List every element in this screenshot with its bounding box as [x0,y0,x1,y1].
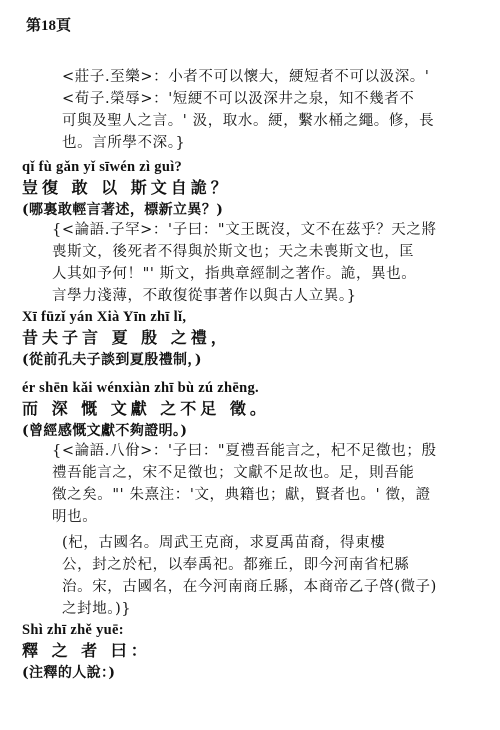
translation-line: (哪裏敢輕言著述，標新立異？) [22,202,224,218]
commentary-1 [52,219,437,307]
commentary-line: (杞，古國名。周武王克商，求夏禹苗裔，得東樓 [62,535,386,551]
commentary-line: {<論語.八佾>：'子曰："夏禮吾能言之，杞不足徵也；殷 [52,443,437,459]
commentary-line: {<論語.子罕>：'子曰："文王既沒，文不在茲乎？天之將 [52,222,437,238]
verse-section-3 [22,378,270,442]
commentary-line: 言學力淺薄，不敢復從事著作以與古人立異。} [52,288,357,304]
translation-line: (從前孔夫子談到夏殷禮制，) [22,352,202,368]
commentary-line: 公，封之於杞，以奉禹祀。都雍丘，即今河南省杞縣 [62,557,410,573]
commentary-3-subnote [62,532,437,620]
commentary-line: 可與及聖人之言。' 汲，取水。綆，繫水桶之繩。修，長 [62,113,435,129]
commentary-3 [52,440,437,528]
commentary-line: <荀子.榮辱>：'短綆不可以汲深井之泉，知不幾者不 [62,91,415,107]
chinese-line: 昔夫子言 夏 殷 之禮， [22,328,231,347]
commentary-line: 人其如予何！"' 斯文，指典章經制之著作。詭，異也。 [52,266,417,282]
chinese-line: 釋 之 者 曰： [22,641,151,660]
verse-section-1 [22,157,231,221]
pinyin-line: Xī fūzǐ yán Xià Yīn zhī lǐ, [22,309,187,325]
chinese-line: 豈復 敢 以 斯文自詭？ [22,178,231,197]
pinyin-line: Shì zhī zhě yuē: [22,622,124,638]
translation-line: (曾經感慨文獻不夠證明。) [22,423,188,439]
commentary-line: 之封地。)} [62,601,132,617]
commentary-top [62,66,434,154]
commentary-line: 禮吾能言之，宋不足徵也；文獻不足故也。足，則吾能 [52,465,415,481]
commentary-line: 徵之矣。"' 朱熹注：'文，典籍也；獻，賢者也。' 徵，證 [52,487,431,503]
commentary-line: <莊子.至樂>：小者不可以懷大，綆短者不可以汲深。' [62,69,430,85]
page-number: 第18頁 [26,18,72,34]
commentary-line: 也。言所學不深。} [62,135,186,151]
verse-section-4 [22,620,151,684]
chinese-line: 而 深 慨 文獻 之不足 徵。 [22,399,270,418]
commentary-line: 治。宋，古國名，在今河南商丘縣，本商帝乙子啓(微子) [62,579,437,595]
pinyin-line: ér shēn kǎi wénxiàn zhī bù zú zhēng. [22,380,259,396]
commentary-line: 明也。 [52,509,98,525]
pinyin-line: qǐ fù gǎn yǐ sīwén zì guì? [22,159,183,175]
verse-section-2 [22,307,231,371]
translation-line: (注釋的人說：) [22,665,116,681]
commentary-line: 喪斯文，後死者不得與於斯文也；天之未喪斯文也，匡 [52,244,415,260]
